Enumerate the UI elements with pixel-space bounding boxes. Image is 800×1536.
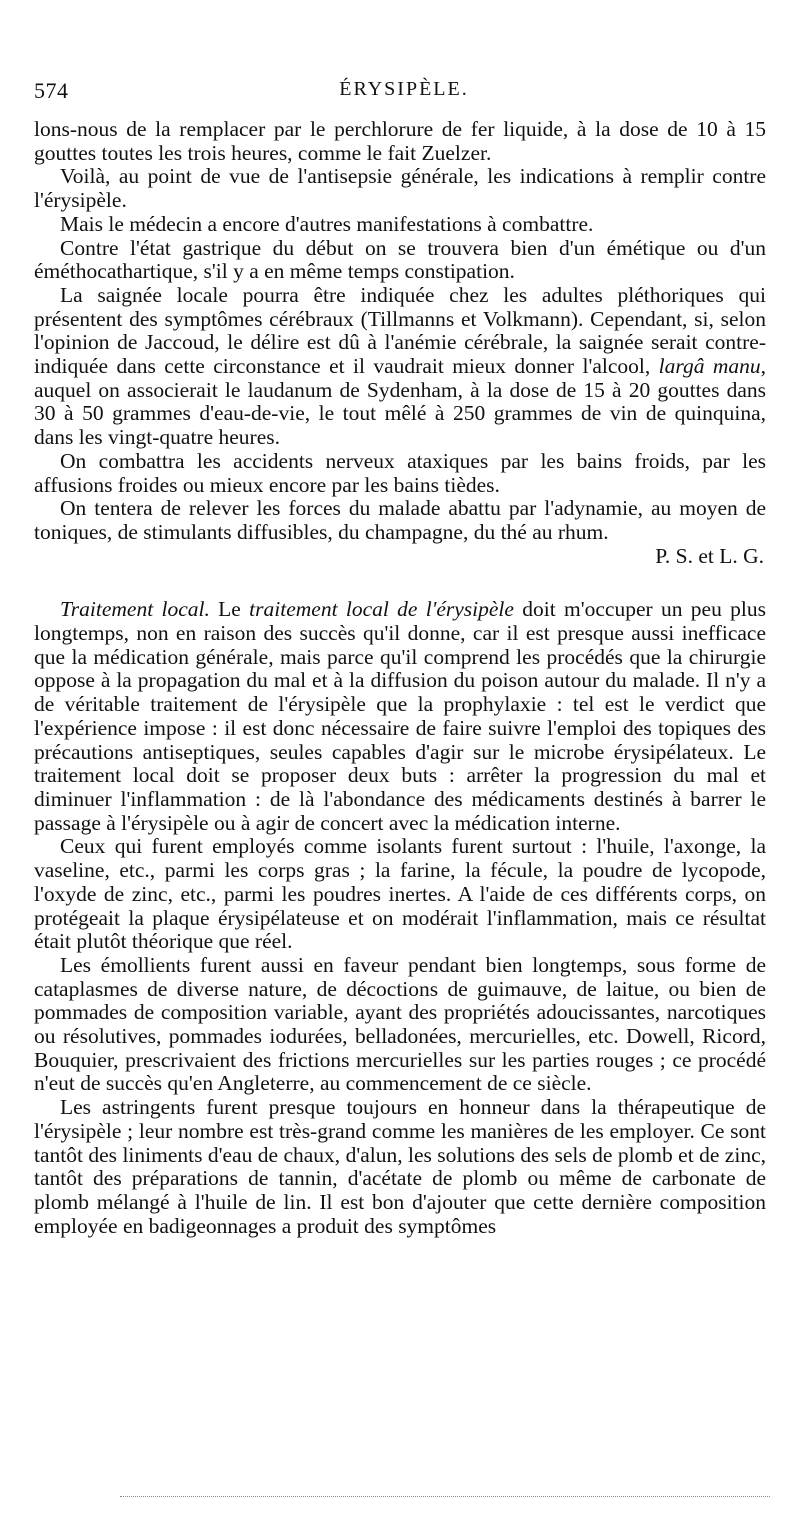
page-header <box>34 78 774 106</box>
body-text <box>34 118 766 1238</box>
paragraph-antisepsis-summary: Voilà, au point de vue de l'antisepsie générale, les indications à remplir contre l'érysipèle. <box>34 164 766 213</box>
paragraph-emollients: Les émollients furent aussi en faveur pendant bien longtemps, sous forme de cataplasmes de diverse nature, de décoctions de guimauve, de laitue, ou bien de pommades de composition variable, ayant des propriétés adoucissantes, narcotiques ou résolutives, pommades iodurées, belladonées, mercurielles, etc. Dowell, Ricord, Bouquier, prescrivaient des frictions mercurielles sur les parties rouges ; ce procédé n'eut de succès qu'en Angleterre, au commencement de ce siècle. <box>34 952 766 1096</box>
author-signature: P. S. et L. G. <box>655 543 764 568</box>
section-gap <box>34 568 766 598</box>
paragraph-local-bleeding-part1: La saignée locale pourra être indiquée chez les adultes pléthoriques qui présentent des symptômes cérébraux (Tillmanns et Volkmann). Cependant, si, selon l'opinion de Jaccoud, le délire est dû à l'anémie cérébrale, la saignée serait contre-indiquée dans cette circonstance et il vaudrait mieux donner l'alcool, <box>34 282 766 379</box>
paragraph-local-bleeding <box>34 284 766 450</box>
paragraph-gastric-state: Contre l'état gastrique du début on se trouvera bien d'un émétique ou d'un éméthocathartique, s'il y a en même temps constipation. <box>34 235 766 284</box>
lead-italic: traitement local de l'érysipèle <box>249 597 514 622</box>
lead-plain: Le <box>209 597 250 622</box>
running-title: ÉRYSIPÈLE. <box>339 78 469 100</box>
paragraph-local-treatment <box>34 598 766 835</box>
paragraph-astringents: Les astringents furent presque toujours en honneur dans la thérapeutique de l'érysipèle ; leur nombre est très-grand comme les manières de les employer. Ce sont tantôt des liniments d'eau de chaux, d'alun, les solutions des sels de plomb et de zinc, tantôt des préparations de tannin, d'acétate de plomb ou même de carbonate de plomb mélangé à l'huile de lin. Il est bon d'ajouter que cette dernière composition employée en badigeonnages a produit des symptômes <box>34 1095 766 1238</box>
paragraph-continuation: lons-nous de la remplacer par le perchlorure de fer liquide, à la dose de 10 à 15 gouttes toutes les trois heures, comme le fait Zuelzer. <box>34 117 766 165</box>
paragraph-local-treatment-body: doit m'occuper un peu plus longtemps, non en raison des succès qu'il donne, car il est presque aussi inefficace que la médication générale, mais parce qu'il comprend les procédés que la chirurgie oppose à la propagation du mal et à la diffusion du poison autour du malade. Il n'y a de véritable traitement de l'érysipèle que la prophylaxie : tel est le verdict que l'expérience impose : il est donc nécessaire de faire suivre l'emploi des topiques des précautions antiseptiques, seules capables d'agir sur le microbe érysipélateux. Le traitement local doit se proposer deux buts : arrêter la progression du mal et diminuer l'inflammation : de là l'abondance des médicaments destinés à barrer le passage à l'érysipèle ou à agir de concert avec la médication interne. <box>34 597 766 835</box>
section-heading: Traitement local. <box>60 597 210 622</box>
bottom-margin-marks <box>120 1496 770 1497</box>
paragraph-local-bleeding-part2: , auquel on associerait le laudanum de Sydenham, à la dose de 15 à 20 gouttes dans 30 à 50 grammes d'eau-de-vie, le tout mêlé à 250 grammes de vin de quinquina, dans les vingt-quatre heures. <box>34 354 767 450</box>
page-number: 574 <box>34 78 69 103</box>
latin-phrase: largâ manu <box>658 354 761 379</box>
paragraph-nervous-accidents: On combattra les accidents nerveux ataxiques par les bains froids, par les affusions froides ou mieux encore par les bains tièdes. <box>34 448 766 497</box>
paragraph-isolants: Ceux qui furent employés comme isolants furent surtout : l'huile, l'axonge, la vaseline, etc., parmi les corps gras ; la farine, la fécule, la poudre de lycopode, l'oxyde de zinc, etc., parmi les poudres inertes. A l'aide de ces différents corps, on protégeait la plaque érysipélateuse et on modérait l'inflammation, mais ce résultat était plutôt théorique que réel. <box>34 834 766 954</box>
paragraph-other-manifestations: Mais le médecin a encore d'autres manifestations à combattre. <box>60 211 594 236</box>
paragraph-adynamia: On tentera de relever les forces du malade abattu par l'adynamie, au moyen de toniques, de stimulants diffusibles, du champagne, du thé au rhum. <box>34 496 766 544</box>
